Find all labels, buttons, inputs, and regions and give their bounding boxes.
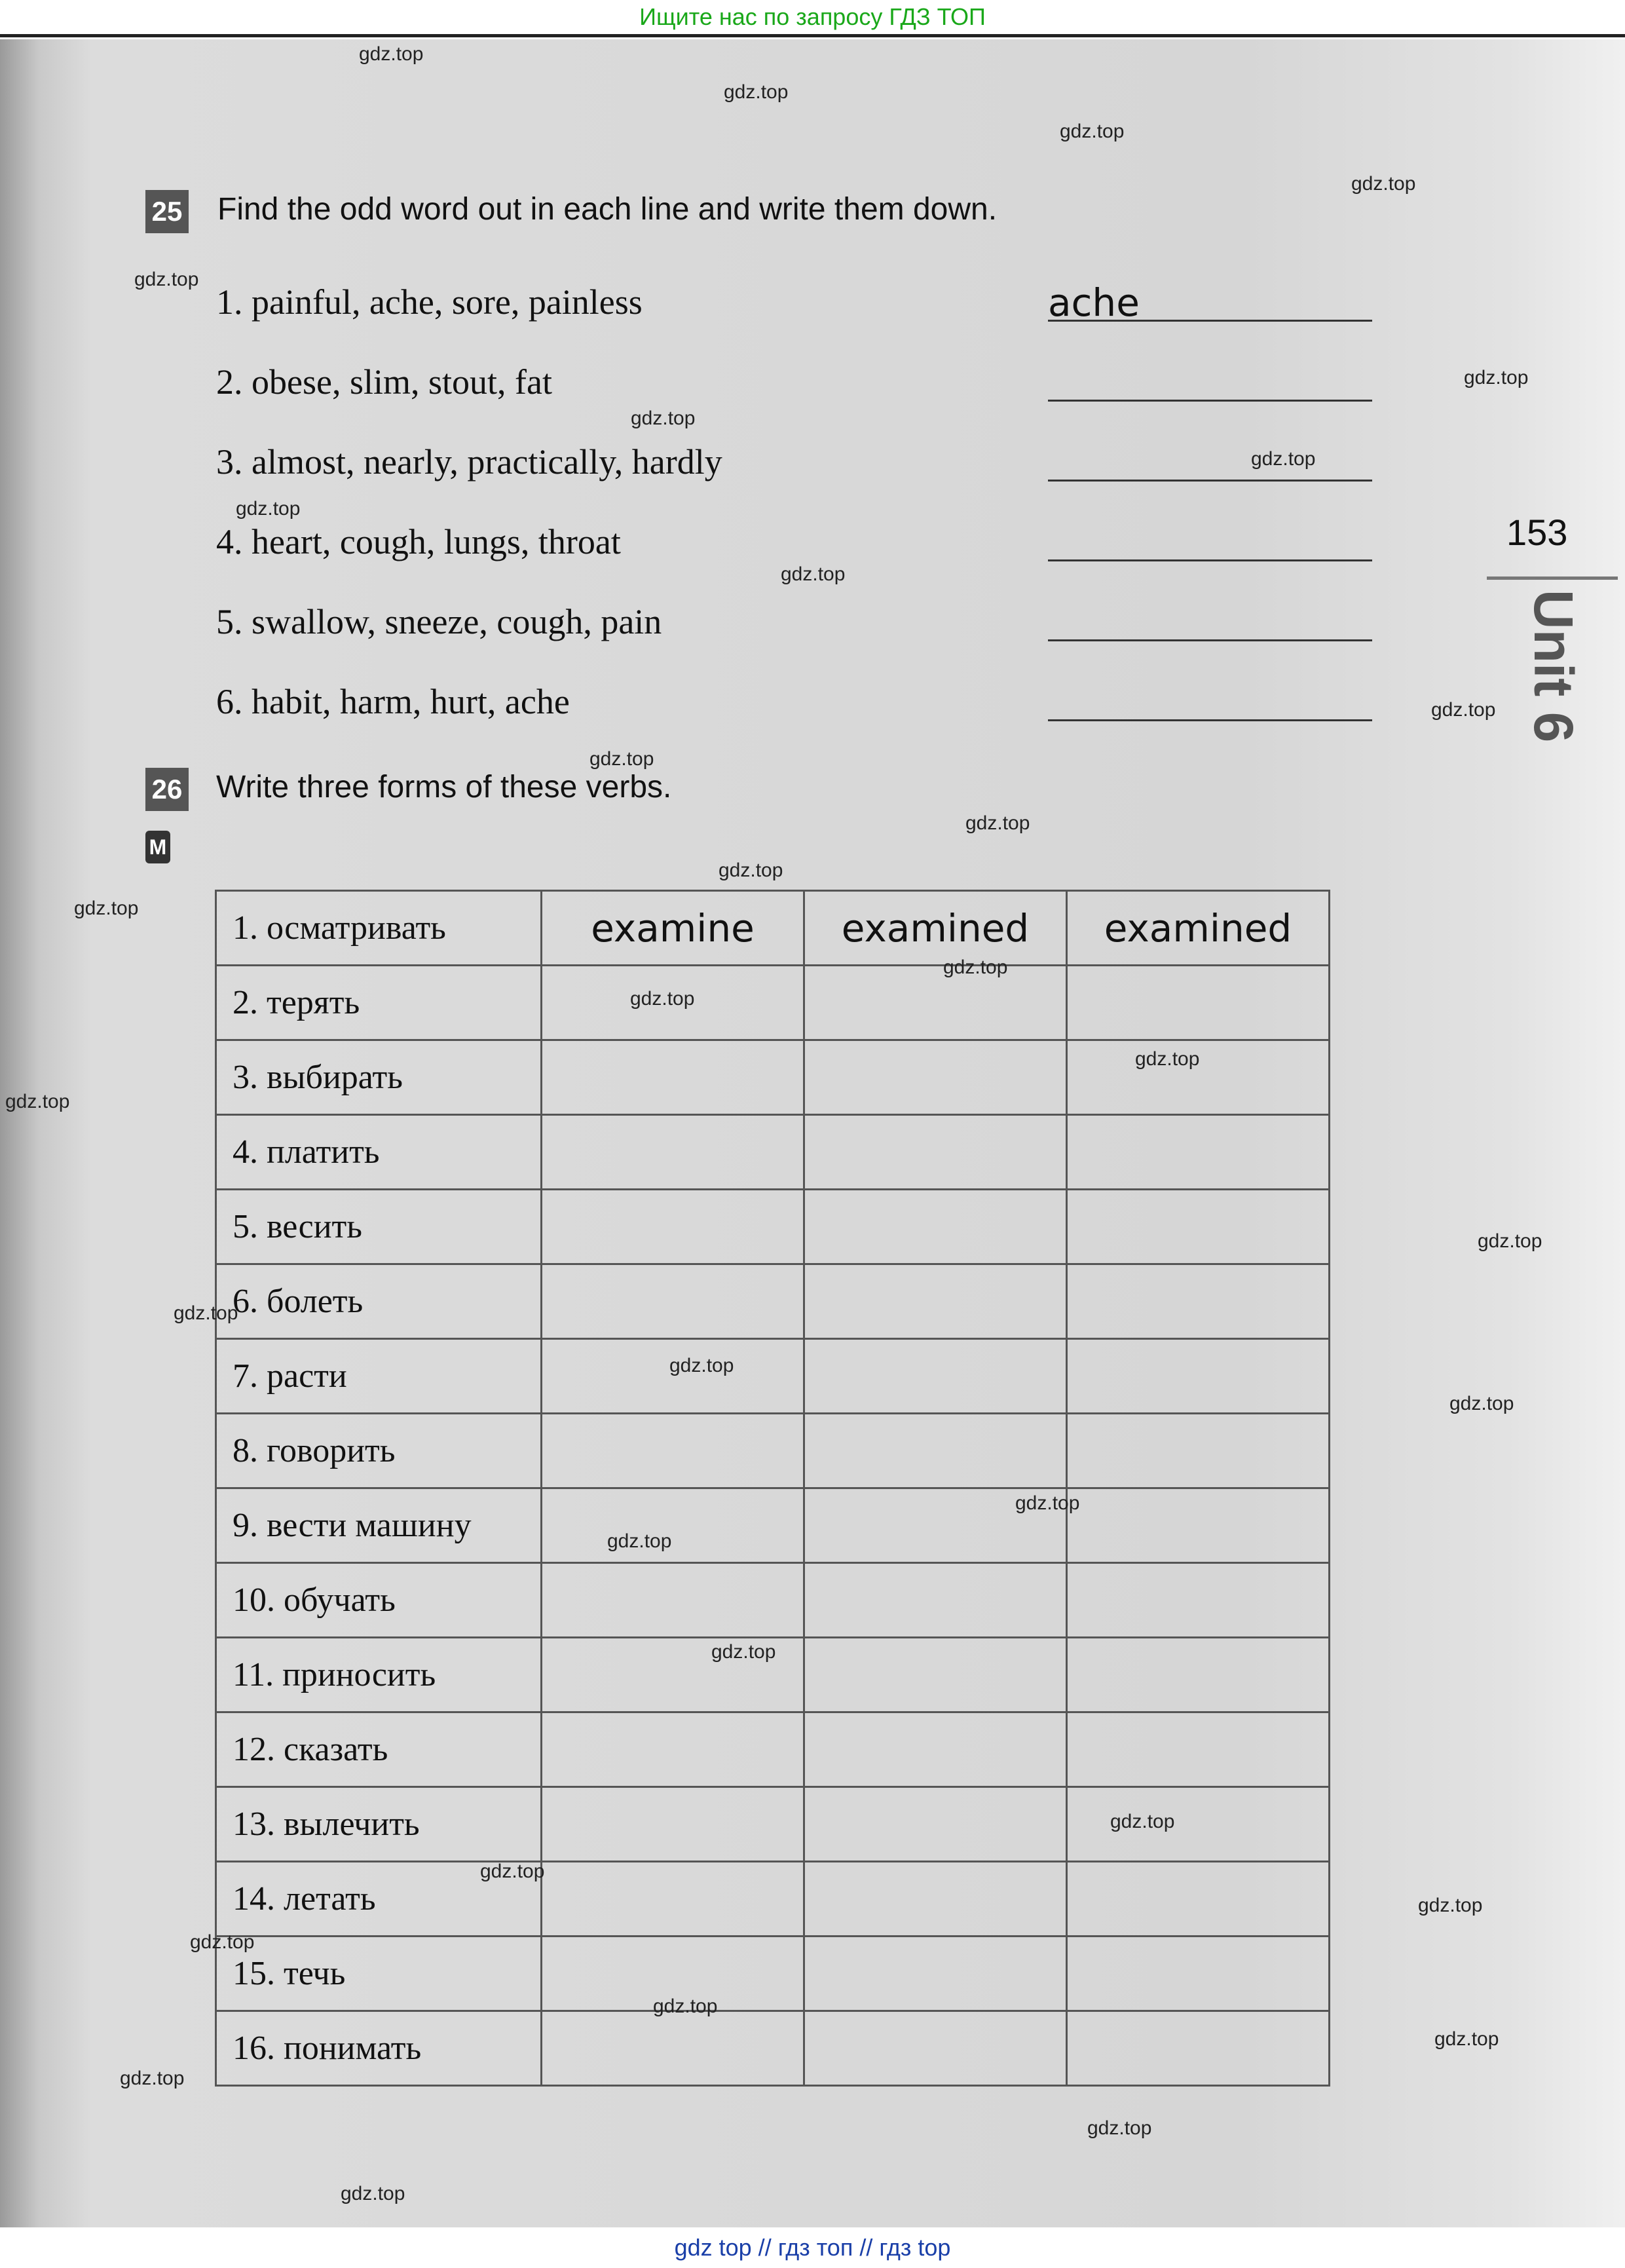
russian-verb: 2. терять: [216, 966, 542, 1040]
watermark: gdz.top: [236, 498, 301, 520]
verb-form-3-cell[interactable]: [1067, 1339, 1330, 1414]
table-row: [216, 966, 1330, 1040]
ex25-line-3: 3. almost, nearly, practically, hardly: [216, 442, 722, 482]
watermark: gdz.top: [1434, 2028, 1499, 2050]
verb-form-3-cell[interactable]: [1067, 1638, 1330, 1712]
verb-form-2-cell[interactable]: [804, 1638, 1067, 1712]
verb-form-1-cell[interactable]: [542, 1190, 804, 1264]
russian-verb: 1. осматривать: [216, 891, 542, 966]
verb-form-2-cell[interactable]: [804, 1787, 1067, 1862]
scanned-page: [0, 39, 1625, 2227]
verb-form-2-cell[interactable]: [804, 1264, 1067, 1339]
verb-form-3-cell[interactable]: [1067, 1115, 1330, 1190]
watermark: gdz.top: [1251, 448, 1316, 470]
watermark: gdz.top: [134, 269, 199, 290]
russian-verb: 5. весить: [216, 1190, 542, 1264]
verb-form-3-cell[interactable]: [1067, 1563, 1330, 1638]
verb-form-1-cell[interactable]: [542, 1862, 804, 1937]
ex25-line-2: 2. obese, slim, stout, fat: [216, 362, 552, 402]
verb-form-1-cell[interactable]: [542, 1264, 804, 1339]
ex25-line-4: 4. heart, cough, lungs, throat: [216, 522, 621, 561]
russian-verb: 16. понимать: [216, 2011, 542, 2086]
watermark: gdz.top: [669, 1355, 734, 1376]
watermark: gdz.top: [190, 1931, 255, 1953]
table-row: [216, 1712, 1330, 1787]
verb-form-3-cell[interactable]: [1067, 1414, 1330, 1488]
russian-verb: 14. летать: [216, 1862, 542, 1937]
russian-verb: 8. говорить: [216, 1414, 542, 1488]
table-row: [216, 1563, 1330, 1638]
exercise-26-number: 26: [145, 768, 189, 811]
verb-form-2-cell[interactable]: [804, 1712, 1067, 1787]
exercise-26-instruction: Write three forms of these verbs.: [216, 770, 672, 804]
ex25-line-5: 5. swallow, sneeze, cough, pain: [216, 602, 662, 641]
watermark: gdz.top: [1135, 1048, 1200, 1070]
verb-form-1-cell[interactable]: [542, 1040, 804, 1115]
verb-form-2-cell[interactable]: [804, 1414, 1067, 1488]
watermark: gdz.top: [589, 748, 654, 770]
m-badge-icon: M: [145, 831, 170, 863]
watermark: gdz.top: [1449, 1393, 1514, 1414]
watermark: gdz.top: [1464, 367, 1529, 388]
ex25-line-1: 1. painful, ache, sore, painless: [216, 282, 643, 322]
russian-verb: 13. вылечить: [216, 1787, 542, 1862]
watermark: gdz.top: [5, 1091, 70, 1112]
verb-form-3-cell[interactable]: [1067, 1190, 1330, 1264]
watermark: gdz.top: [653, 1995, 718, 2017]
russian-verb: 10. обучать: [216, 1563, 542, 1638]
watermark: gdz.top: [724, 81, 789, 103]
russian-verb: 11. приносить: [216, 1638, 542, 1712]
page-number: 153: [1506, 512, 1568, 553]
watermark: gdz.top: [781, 563, 846, 585]
verb-form-1-cell[interactable]: [542, 1488, 804, 1563]
russian-verb: 12. сказать: [216, 1712, 542, 1787]
watermark: gdz.top: [1431, 699, 1496, 721]
table-row: [216, 1190, 1330, 1264]
table-row: [216, 2011, 1330, 2086]
watermark: gdz.top: [943, 956, 1008, 978]
watermark: gdz.top: [1015, 1492, 1080, 1514]
watermark: gdz.top: [719, 860, 783, 881]
table-row: [216, 1414, 1330, 1488]
watermark: gdz.top: [630, 988, 695, 1010]
verb-form-2-cell[interactable]: [804, 1339, 1067, 1414]
ex25-answer-2[interactable]: [1048, 360, 1372, 402]
verb-form-3-cell[interactable]: [1067, 1488, 1330, 1563]
verb-form-2-cell[interactable]: [804, 1937, 1067, 2011]
watermark: gdz.top: [965, 812, 1030, 834]
verb-form-2-cell[interactable]: [804, 966, 1067, 1040]
ex25-answer-1[interactable]: ache: [1048, 280, 1372, 322]
verb-form-2-cell[interactable]: [804, 1190, 1067, 1264]
verb-form-1-cell[interactable]: [542, 1563, 804, 1638]
verb-form-1-cell[interactable]: [542, 1787, 804, 1862]
watermark: gdz.top: [120, 2068, 185, 2089]
watermark: gdz.top: [607, 1530, 672, 1552]
table-row: [216, 1862, 1330, 1937]
table-row: [216, 891, 1330, 966]
watermark: gdz.top: [1060, 121, 1125, 142]
table-row: [216, 1264, 1330, 1339]
table-row: [216, 1488, 1330, 1563]
unit-divider: [1487, 576, 1618, 580]
unit-label: Unit 6: [1523, 590, 1584, 743]
verb-form-3-cell[interactable]: [1067, 1862, 1330, 1937]
verb-form-1-cell[interactable]: [542, 1712, 804, 1787]
watermark: gdz.top: [74, 898, 139, 919]
watermark: gdz.top: [1351, 173, 1416, 195]
verb-form-2-cell[interactable]: [804, 1862, 1067, 1937]
table-row: [216, 1339, 1330, 1414]
watermark: gdz.top: [341, 2183, 405, 2204]
ex25-answer-3[interactable]: [1048, 440, 1372, 482]
russian-verb: 15. течь: [216, 1937, 542, 2011]
table-row: [216, 1115, 1330, 1190]
watermark: gdz.top: [1418, 1895, 1483, 1916]
verb-form-1-cell[interactable]: [542, 1115, 804, 1190]
verb-form-1-cell[interactable]: examine: [542, 891, 804, 966]
footer-links[interactable]: gdz top // гдз топ // гдз top: [674, 2234, 951, 2261]
verb-form-2-cell[interactable]: [804, 1115, 1067, 1190]
russian-verb: 7. расти: [216, 1339, 542, 1414]
top-banner[interactable]: Ищите нас по запросу ГДЗ ТОП: [639, 3, 986, 30]
watermark: gdz.top: [631, 407, 696, 429]
verb-form-3-cell[interactable]: [1067, 1937, 1330, 2011]
verb-form-1-cell[interactable]: [542, 1414, 804, 1488]
ex25-answer-4[interactable]: [1048, 520, 1372, 561]
ex25-answer-6[interactable]: [1048, 680, 1372, 721]
watermark: gdz.top: [1110, 1811, 1175, 1832]
watermark: gdz.top: [480, 1861, 545, 1882]
verb-form-2-cell[interactable]: [804, 1040, 1067, 1115]
ex25-answer-5[interactable]: [1048, 600, 1372, 641]
watermark: gdz.top: [174, 1302, 238, 1324]
verb-form-1-cell[interactable]: [542, 2011, 804, 2086]
verb-form-2-cell[interactable]: [804, 1563, 1067, 1638]
top-divider: [0, 34, 1625, 37]
russian-verb: 9. вести машину: [216, 1488, 542, 1563]
verb-form-2-cell[interactable]: [804, 2011, 1067, 2086]
ex25-line-6: 6. habit, harm, hurt, ache: [216, 682, 570, 721]
exercise-25-number: 25: [145, 190, 189, 233]
russian-verb: 4. платить: [216, 1115, 542, 1190]
verb-form-3-cell[interactable]: [1067, 2011, 1330, 2086]
verb-form-3-cell[interactable]: [1067, 1787, 1330, 1862]
watermark: gdz.top: [1478, 1230, 1542, 1252]
russian-verb: 3. выбирать: [216, 1040, 542, 1115]
watermark: gdz.top: [711, 1641, 776, 1663]
russian-verb: 6. болеть: [216, 1264, 542, 1339]
verb-form-3-cell[interactable]: [1067, 966, 1330, 1040]
verb-form-3-cell[interactable]: examined: [1067, 891, 1330, 966]
exercise-25-instruction: Find the odd word out in each line and write them down.: [217, 192, 998, 227]
table-row: [216, 1937, 1330, 2011]
verb-form-3-cell[interactable]: [1067, 1264, 1330, 1339]
verb-form-3-cell[interactable]: [1067, 1712, 1330, 1787]
verb-form-2-cell[interactable]: examined: [804, 891, 1067, 966]
watermark: gdz.top: [359, 43, 424, 65]
watermark: gdz.top: [1087, 2117, 1152, 2139]
